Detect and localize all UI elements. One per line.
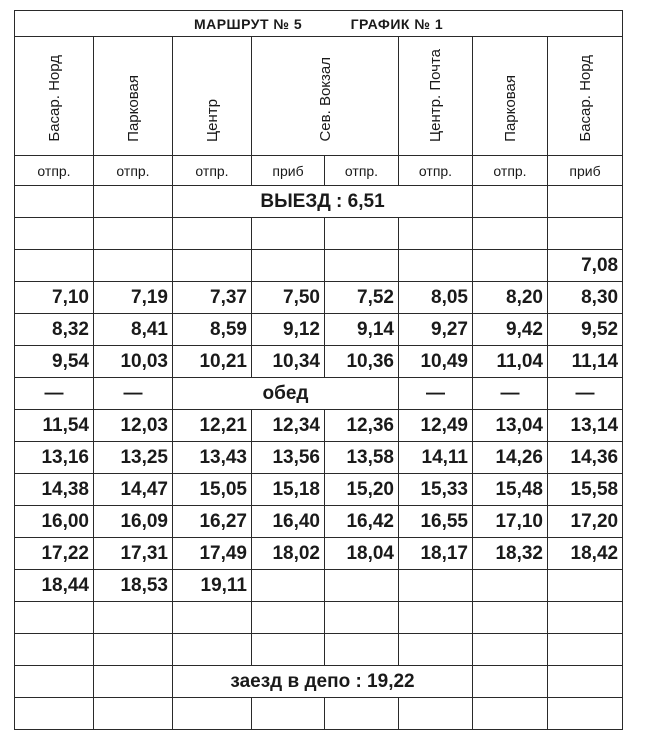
time-cell: 16,00 bbox=[15, 506, 94, 538]
time-cell: 11,14 bbox=[548, 346, 623, 378]
time-cell: 18,53 bbox=[94, 570, 173, 602]
time-cell: 9,12 bbox=[252, 314, 325, 346]
time-cell: 16,55 bbox=[399, 506, 473, 538]
time-cell: 14,26 bbox=[473, 442, 548, 474]
empty-cell bbox=[473, 186, 548, 218]
title-row bbox=[15, 11, 623, 37]
time-cell: 13,16 bbox=[15, 442, 94, 474]
time-row bbox=[15, 346, 623, 378]
time-cell: 10,21 bbox=[173, 346, 252, 378]
time-cell: 11,54 bbox=[15, 410, 94, 442]
time-cell: 12,36 bbox=[325, 410, 399, 442]
time-cell: 18,42 bbox=[548, 538, 623, 570]
time-cell: 15,33 bbox=[399, 474, 473, 506]
time-cell: 14,36 bbox=[548, 442, 623, 474]
stop-header bbox=[173, 37, 252, 156]
time-row bbox=[15, 314, 623, 346]
time-cell: 10,36 bbox=[325, 346, 399, 378]
time-cell: 7,37 bbox=[173, 282, 252, 314]
time-cell: 12,21 bbox=[173, 410, 252, 442]
time-row bbox=[15, 538, 623, 570]
time-row bbox=[15, 410, 623, 442]
time-cell: 7,19 bbox=[94, 282, 173, 314]
stop-header bbox=[399, 37, 473, 156]
time-cell: 18,02 bbox=[252, 538, 325, 570]
subheader-cell: отпр. bbox=[15, 156, 94, 186]
lunch-label: обед bbox=[173, 378, 399, 410]
empty-row bbox=[15, 218, 623, 250]
time-cell: 8,32 bbox=[15, 314, 94, 346]
time-cell: 13,14 bbox=[548, 410, 623, 442]
time-row bbox=[15, 442, 623, 474]
time-cell: 13,58 bbox=[325, 442, 399, 474]
time-cell: 13,43 bbox=[173, 442, 252, 474]
title-cell bbox=[15, 11, 623, 37]
dash-cell: — bbox=[473, 378, 548, 410]
dash-cell: — bbox=[548, 378, 623, 410]
stop-header bbox=[15, 37, 94, 156]
lunch-row bbox=[15, 378, 623, 410]
last-row bbox=[15, 570, 623, 602]
time-cell: 18,44 bbox=[15, 570, 94, 602]
subheader-cell: отпр. bbox=[399, 156, 473, 186]
time-cell: 14,11 bbox=[399, 442, 473, 474]
stop-name: Басар. Норд bbox=[576, 55, 594, 142]
time-cell: 15,58 bbox=[548, 474, 623, 506]
time-cell: 12,34 bbox=[252, 410, 325, 442]
stop-name: Парковая bbox=[124, 75, 142, 142]
time-cell: 13,25 bbox=[94, 442, 173, 474]
time-cell: 10,03 bbox=[94, 346, 173, 378]
empty-cell bbox=[15, 186, 94, 218]
stop-name: Басар. Норд bbox=[45, 55, 63, 142]
empty-row bbox=[15, 698, 623, 730]
time-cell: 14,47 bbox=[94, 474, 173, 506]
stop-name: Центр bbox=[203, 99, 221, 142]
time-cell: 16,27 bbox=[173, 506, 252, 538]
stop-name: Сев. Вокзал bbox=[316, 57, 334, 142]
time-cell: 16,09 bbox=[94, 506, 173, 538]
time-cell: 11,04 bbox=[473, 346, 548, 378]
stop-header bbox=[252, 37, 399, 156]
time-cell: 7,10 bbox=[15, 282, 94, 314]
time-cell: 9,54 bbox=[15, 346, 94, 378]
empty-row bbox=[15, 602, 623, 634]
time-row bbox=[15, 506, 623, 538]
time-cell: 17,31 bbox=[94, 538, 173, 570]
time-cell: 18,04 bbox=[325, 538, 399, 570]
time-cell: 7,08 bbox=[548, 250, 623, 282]
time-cell: 19,11 bbox=[173, 570, 252, 602]
time-cell: 16,42 bbox=[325, 506, 399, 538]
time-cell: 13,56 bbox=[252, 442, 325, 474]
time-cell: 14,38 bbox=[15, 474, 94, 506]
schedule-number: ГРАФИК № 1 bbox=[350, 15, 444, 32]
time-cell: 16,40 bbox=[252, 506, 325, 538]
time-cell: 9,14 bbox=[325, 314, 399, 346]
subheader-row bbox=[15, 156, 623, 186]
subheader-cell: отпр. bbox=[94, 156, 173, 186]
time-cell: 8,59 bbox=[173, 314, 252, 346]
time-cell: 17,22 bbox=[15, 538, 94, 570]
dash-cell: — bbox=[15, 378, 94, 410]
depot-row bbox=[15, 666, 623, 698]
time-cell: 15,05 bbox=[173, 474, 252, 506]
subheader-cell: отпр. bbox=[325, 156, 399, 186]
time-cell: 18,32 bbox=[473, 538, 548, 570]
time-row bbox=[15, 282, 623, 314]
time-cell: 7,52 bbox=[325, 282, 399, 314]
time-cell: 10,49 bbox=[399, 346, 473, 378]
dash-cell: — bbox=[94, 378, 173, 410]
stop-header bbox=[94, 37, 173, 156]
time-cell: 12,49 bbox=[399, 410, 473, 442]
stop-name: Парковая bbox=[501, 75, 519, 142]
time-cell: 8,05 bbox=[399, 282, 473, 314]
dash-cell: — bbox=[399, 378, 473, 410]
time-cell: 15,48 bbox=[473, 474, 548, 506]
departure-row bbox=[15, 186, 623, 218]
time-cell: 8,41 bbox=[94, 314, 173, 346]
empty-cell bbox=[548, 186, 623, 218]
stop-name: Центр. Почта bbox=[427, 49, 444, 142]
time-cell: 8,20 bbox=[473, 282, 548, 314]
first-arrival-row bbox=[15, 250, 623, 282]
time-cell: 17,10 bbox=[473, 506, 548, 538]
time-cell: 8,30 bbox=[548, 282, 623, 314]
time-cell: 7,50 bbox=[252, 282, 325, 314]
timetable bbox=[14, 10, 623, 730]
empty-row bbox=[15, 634, 623, 666]
time-cell: 17,49 bbox=[173, 538, 252, 570]
subheader-cell: приб bbox=[548, 156, 623, 186]
stops-header-row bbox=[15, 37, 623, 156]
time-cell: 15,20 bbox=[325, 474, 399, 506]
departure-note: ВЫЕЗД : 6,51 bbox=[173, 186, 473, 218]
depot-note: заезд в депо : 19,22 bbox=[173, 666, 473, 698]
time-cell: 9,27 bbox=[399, 314, 473, 346]
schedule-sheet bbox=[14, 10, 622, 730]
time-cell: 9,42 bbox=[473, 314, 548, 346]
time-cell: 10,34 bbox=[252, 346, 325, 378]
time-row bbox=[15, 474, 623, 506]
time-cell: 17,20 bbox=[548, 506, 623, 538]
time-cell: 18,17 bbox=[399, 538, 473, 570]
time-cell: 13,04 bbox=[473, 410, 548, 442]
subheader-cell: отпр. bbox=[473, 156, 548, 186]
stop-header bbox=[548, 37, 623, 156]
subheader-cell: отпр. bbox=[173, 156, 252, 186]
time-cell: 15,18 bbox=[252, 474, 325, 506]
route-number: МАРШРУТ № 5 bbox=[193, 15, 303, 32]
stop-header bbox=[473, 37, 548, 156]
empty-cell bbox=[94, 186, 173, 218]
subheader-cell: приб bbox=[252, 156, 325, 186]
time-cell: 12,03 bbox=[94, 410, 173, 442]
time-cell: 9,52 bbox=[548, 314, 623, 346]
